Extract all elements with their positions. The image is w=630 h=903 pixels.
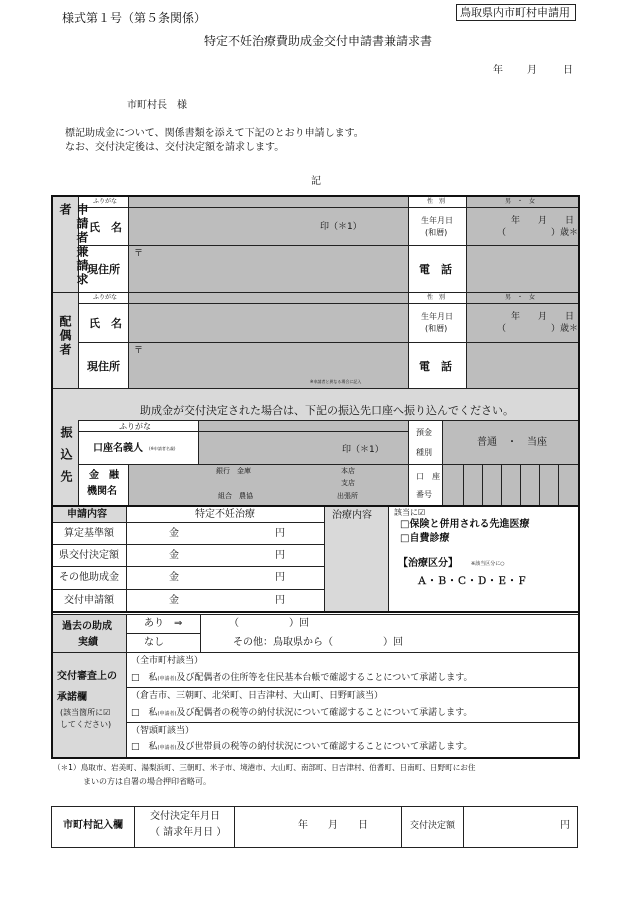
spouse-phone-label-cell xyxy=(409,343,467,389)
footnote-line-2: まいの方は自署の場合押印省略可。 xyxy=(83,777,211,786)
bank-furigana-label: ふりがな xyxy=(119,422,151,431)
form-number: 様式第１号（第５条関係） xyxy=(62,11,207,25)
union-word: 組合 農協 xyxy=(218,492,253,500)
treatment-options xyxy=(389,507,578,611)
branch-sub: 支店 xyxy=(341,479,355,487)
consent-c1-small: (申請者) xyxy=(157,676,177,682)
applicant-dob-value: 年 月 日 xyxy=(511,216,575,226)
row-label-cell xyxy=(53,545,127,567)
consent-c2: □ 私 xyxy=(131,708,158,718)
row-label-cell xyxy=(53,567,127,590)
spouse-dob-value: 年 月 日 xyxy=(511,312,575,322)
applicant-name-label-cell xyxy=(79,208,129,246)
office-date-value: 年 月 日 xyxy=(298,820,368,831)
applicant-name-label: 氏 名 xyxy=(89,221,122,234)
applicant-dob-label: 生年月日 xyxy=(421,216,453,225)
spouse-section-label-cell xyxy=(53,293,79,389)
bank-institution-field[interactable] xyxy=(129,465,409,505)
class-values[interactable]: Ａ・Ｂ・Ｃ・Ｄ・Ｅ・Ｆ xyxy=(417,576,527,587)
past-label-2: 実績 xyxy=(78,637,98,648)
bank-type-label: 種別 xyxy=(416,448,432,457)
bank-inst-label-cell xyxy=(79,465,129,505)
option-self-pay[interactable]: □自費診療 xyxy=(400,533,450,544)
en-label: 円 xyxy=(275,595,285,606)
en-label: 円 xyxy=(275,550,285,561)
intro-line-2: なお、交付決定後は、交付決定額を請求します。 xyxy=(65,142,285,153)
applicant-sex-value: 男 ・ 女 xyxy=(505,198,536,205)
en-label: 円 xyxy=(275,572,285,583)
bank-inst-label: 金 融 xyxy=(89,470,119,481)
office-amount-label-cell xyxy=(402,807,464,847)
applicant-furigana-label-cell xyxy=(79,197,129,208)
amount-field[interactable] xyxy=(127,590,325,611)
bank-furigana-field[interactable] xyxy=(199,420,409,432)
option-advanced-medicine[interactable]: □保険と併用される先進医療 xyxy=(400,519,530,530)
consent-h3: （智頭町該当） xyxy=(131,726,195,736)
bank-holder-label: 口座名義人 xyxy=(93,443,143,454)
bank-account-field[interactable] xyxy=(443,465,578,505)
branch-office: 出張所 xyxy=(337,492,358,500)
bank-account-label-cell xyxy=(409,465,443,505)
spouse-name-label: 氏 名 xyxy=(89,317,122,330)
spouse-sex-label-cell xyxy=(409,293,467,304)
office-amount-unit: 円 xyxy=(560,820,570,831)
consent-c2-rest: 及び配偶者の税等の納付状況について確認することについて承諾します。 xyxy=(176,708,473,718)
spouse-furigana-label: ふりがな xyxy=(93,294,118,301)
past-yes-cell[interactable] xyxy=(127,615,201,634)
content-label: 申請内容 xyxy=(67,509,107,520)
office-date-label-1: 交付決定年月日 xyxy=(150,811,220,822)
row-label: 算定基準額 xyxy=(64,528,114,539)
consent-c1-rest: 及び配偶者の住所等を住民基本台帳で確認することについて承諾します。 xyxy=(176,673,473,683)
intro-line-1: 標記助成金について、関係書類を添えて下記のとおり申請します。 xyxy=(65,128,364,139)
applicant-sex-label-cell xyxy=(409,197,467,208)
addressee: 市町村長 様 xyxy=(127,100,187,111)
bank-deposit-label: 預金 xyxy=(416,428,432,437)
row-label: 県交付決定額 xyxy=(59,550,119,561)
spouse-section-label: 配偶者 xyxy=(58,315,72,357)
consent-h1: （全市町村該当） xyxy=(131,656,204,666)
stamp-label: 鳥取県内市町村申請用 xyxy=(460,6,570,19)
date-month: 月 xyxy=(527,65,537,76)
bank-inst-label2: 機関名 xyxy=(87,486,117,497)
consent-block-2 xyxy=(127,688,578,723)
office-date-label-cell xyxy=(135,807,235,847)
spouse-address-field[interactable] xyxy=(129,343,409,389)
spouse-address-note: ※申請者と異なる場合に記入 xyxy=(310,379,362,384)
footnote-line-1: （＊1）鳥取市、岩美町、湯梨浜町、三朝町、米子市、境港市、大山町、南部町、日吉津村、伯耆町、日南町、日野町にお住 xyxy=(53,763,476,772)
spouse-dob-sub: (和暦) xyxy=(425,324,448,333)
page-title: 特定不妊治療費助成金交付申請書兼請求書 xyxy=(204,34,433,48)
consent-label-3: (該当箇所に☑ xyxy=(60,708,111,717)
consent-check-1[interactable] xyxy=(131,674,473,683)
office-table xyxy=(51,806,578,848)
past-count-cell[interactable] xyxy=(201,615,578,634)
applicant-phone-label: 電 話 xyxy=(419,263,452,276)
row-label: 交付申請額 xyxy=(64,595,114,606)
kin-label: 金 xyxy=(169,528,179,539)
kin-label: 金 xyxy=(169,595,179,606)
class-note: ※該当区分に○ xyxy=(471,561,505,567)
past-no: なし xyxy=(144,637,164,648)
applicant-dob-sub: (和暦) xyxy=(425,228,448,237)
consent-label-1: 交付審査上の xyxy=(57,671,117,682)
spouse-sex-field[interactable] xyxy=(467,293,578,304)
ki-label: 記 xyxy=(311,176,321,187)
applicant-postal-mark: 〒 xyxy=(134,249,144,259)
spouse-sex-value: 男 ・ 女 xyxy=(505,294,536,301)
date-day: 日 xyxy=(563,65,573,76)
applicant-dob-label-cell xyxy=(409,208,467,246)
bank-type-field[interactable] xyxy=(443,420,578,465)
bank-holder-note: (※申請者名義) xyxy=(149,446,176,451)
amount-field[interactable] xyxy=(127,545,325,567)
applicant-section-label-cell xyxy=(53,197,89,293)
consent-label-4: してください) xyxy=(60,720,112,729)
bank-word: 銀行 金庫 xyxy=(216,467,251,475)
applicant-address-field[interactable] xyxy=(129,246,409,293)
bank-section-label-cell xyxy=(53,420,79,505)
spouse-dob-label: 生年月日 xyxy=(421,312,453,321)
consent-c2-small: (申請者) xyxy=(157,711,177,717)
applicant-dob-field[interactable] xyxy=(467,208,578,246)
bank-account-label2: 番号 xyxy=(416,490,432,499)
consent-c3-small: (申請者) xyxy=(157,745,177,751)
spouse-name-field[interactable] xyxy=(129,304,409,343)
applicant-age-value: （ ）歳＊ xyxy=(497,228,579,238)
consent-check-2[interactable] xyxy=(131,709,472,718)
spouse-postal-mark: 〒 xyxy=(134,346,144,356)
applicant-address-label-cell xyxy=(79,246,129,293)
applicant-phone-label-cell xyxy=(409,246,467,293)
treatment-label: 治療内容 xyxy=(332,510,372,521)
spouse-address-label: 現住所 xyxy=(87,360,120,373)
applicant-seal-label: 印（＊1） xyxy=(320,222,362,232)
consent-block-1 xyxy=(127,653,578,688)
bank-furigana-label-cell xyxy=(79,420,199,432)
office-amount-field[interactable] xyxy=(464,807,577,847)
en-label: 円 xyxy=(275,528,285,539)
past-no-cell[interactable] xyxy=(127,634,201,653)
bank-seal-label: 印（＊1） xyxy=(342,445,384,455)
branch-main: 本店 xyxy=(341,467,355,475)
office-amount-label: 交付決定額 xyxy=(410,821,456,831)
kin-label: 金 xyxy=(169,550,179,561)
spouse-age-value: （ ）歳＊ xyxy=(497,324,579,334)
applicant-section-label: 申請者兼請求者 xyxy=(58,203,89,287)
past-label-cell xyxy=(53,615,127,653)
bank-type-value: 普通 ・ 当座 xyxy=(477,437,547,448)
consent-c1: □ 私 xyxy=(131,673,158,683)
kin-label: 金 xyxy=(169,572,179,583)
applicant-sex-label: 性 別 xyxy=(427,198,446,205)
office-date-field[interactable] xyxy=(235,807,402,847)
spouse-dob-label-cell xyxy=(409,304,467,343)
row-label-cell xyxy=(53,590,127,611)
consent-h2: （倉吉市、三朝町、北栄町、日吉津村、大山町、日野町該当） xyxy=(131,691,384,701)
class-label: 【治療区分】 xyxy=(398,558,458,569)
check-note: 該当に☑ xyxy=(394,508,426,517)
amount-field[interactable] xyxy=(127,523,325,545)
office-label: 市町村記入欄 xyxy=(63,820,123,831)
applicant-furigana-field[interactable] xyxy=(129,197,409,208)
content-label-cell xyxy=(53,507,127,523)
date-year: 年 xyxy=(493,65,503,76)
consent-label-2: 承諾欄 xyxy=(57,692,87,703)
bank-section-label: 振込先 xyxy=(59,426,73,492)
spouse-sex-label: 性 別 xyxy=(427,294,446,301)
past-other-cell[interactable] xyxy=(201,634,578,653)
bank-account-label: 口 座 xyxy=(416,472,440,481)
bank-holder-field[interactable] xyxy=(199,432,409,465)
row-label-cell xyxy=(53,523,127,545)
applicant-name-field[interactable] xyxy=(129,208,409,246)
past-other: その他：鳥取県から（ ）回 xyxy=(233,637,403,648)
row-label: その他助成金 xyxy=(59,572,119,583)
bank-type-label-cell xyxy=(409,420,443,465)
applicant-furigana-label: ふりがな xyxy=(93,198,118,205)
past-yes: あり ⇒ xyxy=(144,618,183,629)
spouse-furigana-field[interactable] xyxy=(129,293,409,304)
spouse-phone-field[interactable] xyxy=(467,343,578,389)
spouse-phone-label: 電 話 xyxy=(419,360,452,373)
spouse-address-label-cell xyxy=(79,343,129,389)
consent-c3: □ 私 xyxy=(131,742,158,752)
stamp-box xyxy=(456,4,576,21)
past-count: （ ）回 xyxy=(229,618,309,629)
applicant-phone-field[interactable] xyxy=(467,246,578,293)
applicant-address-label: 現住所 xyxy=(87,263,120,276)
office-date-label-2: （ 請求年月日 ） xyxy=(150,827,227,838)
consent-c3-rest: 及び世帯員の税等の納付状況について確認することについて承諾します。 xyxy=(176,742,473,752)
content-value-cell xyxy=(127,507,325,523)
spouse-name-label-cell xyxy=(79,304,129,343)
bank-notice: 助成金が交付決定された場合は、下記の振込先口座へ振り込んでください。 xyxy=(140,404,514,417)
office-label-cell xyxy=(52,807,135,847)
treatment-label-cell xyxy=(325,507,389,611)
applicant-sex-field[interactable] xyxy=(467,197,578,208)
bank-holder-label-cell xyxy=(79,432,199,465)
spouse-furigana-label-cell xyxy=(79,293,129,304)
amount-field[interactable] xyxy=(127,567,325,590)
consent-label-cell xyxy=(53,653,127,757)
consent-block-3 xyxy=(127,723,578,757)
content-value: 特定不妊治療 xyxy=(195,509,255,520)
consent-check-3[interactable] xyxy=(131,743,472,752)
spouse-dob-field[interactable] xyxy=(467,304,578,343)
past-label-1: 過去の助成 xyxy=(62,621,112,632)
